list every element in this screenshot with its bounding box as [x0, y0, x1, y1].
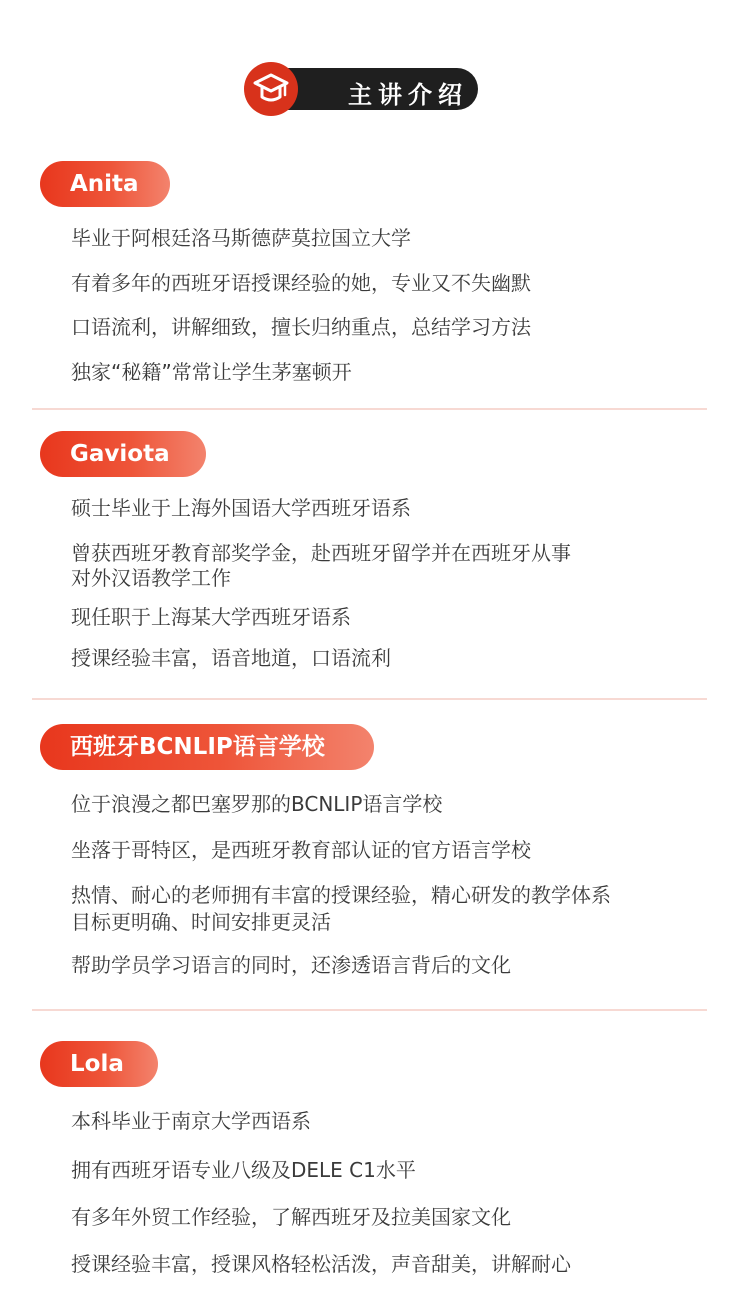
section-header	[244, 62, 484, 116]
teacher-description-line: 现任职于上海某大学西班牙语系	[71, 605, 351, 629]
teacher-description-line: 独家“秘籍”常常让学生茅塞顿开	[71, 360, 352, 384]
teacher-description-line: 有着多年的西班牙语授课经验的她，专业又不失幽默	[71, 271, 531, 295]
teacher-description-line: 授课经验丰富，语音地道，口语流利	[71, 646, 391, 670]
teacher-name-tag: Gaviota	[40, 431, 206, 477]
teacher-description-line: 本科毕业于南京大学西语系	[71, 1109, 311, 1133]
teacher-description-line: 有多年外贸工作经验，了解西班牙及拉美国家文化	[71, 1205, 511, 1229]
teacher-description-line: 坐落于哥特区，是西班牙教育部认证的官方语言学校	[71, 838, 531, 862]
header-banner	[272, 68, 478, 110]
teacher-name-tag: Lola	[40, 1041, 158, 1087]
teacher-description-line: 硕士毕业于上海外国语大学西班牙语系	[71, 496, 411, 520]
teacher-name-tag: Anita	[40, 161, 170, 207]
section-divider	[32, 408, 707, 410]
section-divider	[32, 1009, 707, 1011]
graduation-cap-icon	[252, 70, 290, 108]
teacher-description-line: 热情、耐心的老师拥有丰富的授课经验，精心研发的教学体系	[71, 883, 611, 907]
teacher-description-line: 拥有西班牙语专业八级及DELE C1水平	[71, 1158, 416, 1182]
teacher-description-line: 对外汉语教学工作	[71, 566, 231, 590]
teacher-description-line: 位于浪漫之都巴塞罗那的BCNLIP语言学校	[71, 792, 443, 816]
header-title: 主讲介绍	[348, 80, 468, 109]
teacher-description-line: 口语流利，讲解细致，擅长归纳重点，总结学习方法	[71, 315, 531, 339]
header-badge	[244, 62, 298, 116]
teacher-name-tag: 西班牙BCNLIP语言学校	[40, 724, 374, 770]
teacher-description-line: 毕业于阿根廷洛马斯德萨莫拉国立大学	[71, 226, 411, 250]
teacher-description-line: 目标更明确、时间安排更灵活	[71, 910, 331, 934]
teacher-description-line: 帮助学员学习语言的同时，还渗透语言背后的文化	[71, 953, 511, 977]
teacher-description-line: 曾获西班牙教育部奖学金，赴西班牙留学并在西班牙从事	[71, 541, 571, 565]
section-divider	[32, 698, 707, 700]
teacher-description-line: 授课经验丰富，授课风格轻松活泼，声音甜美，讲解耐心	[71, 1252, 571, 1276]
